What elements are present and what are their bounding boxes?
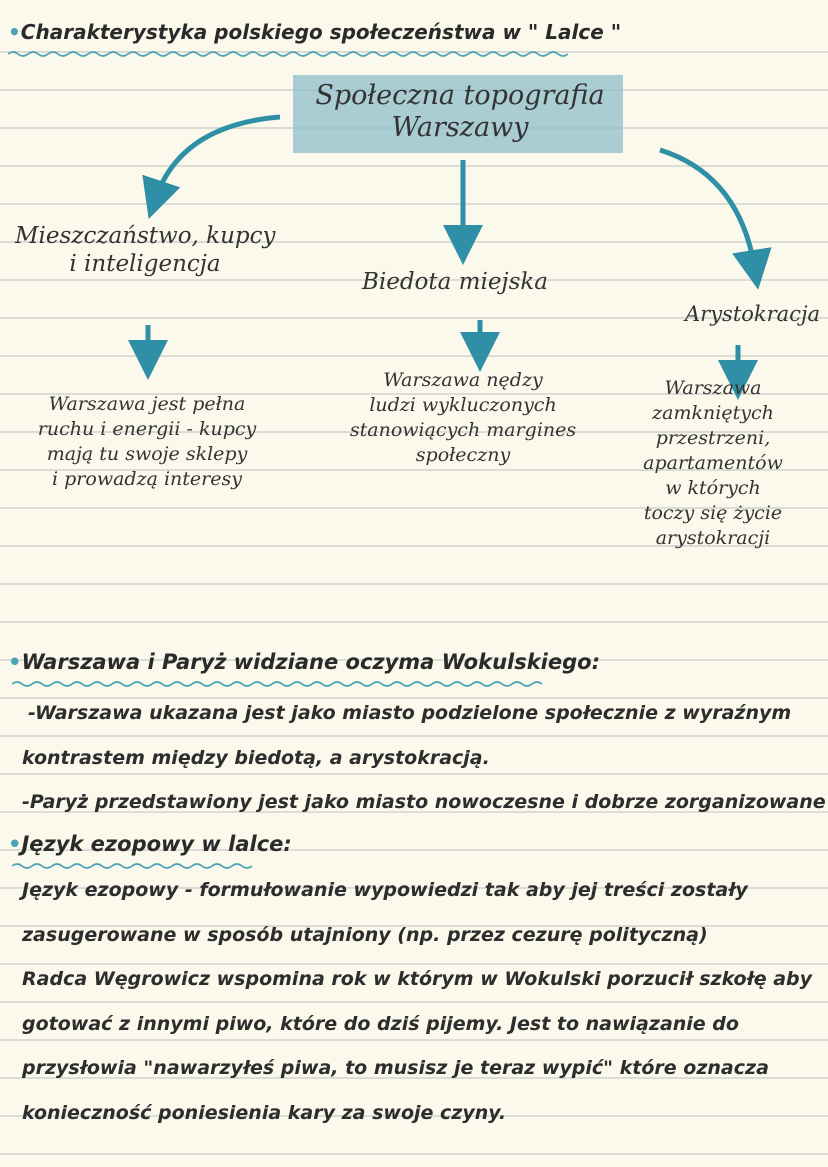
center-line-1: Społeczna topografia bbox=[315, 80, 605, 111]
section2-line: kontrastem między biedotą, a arystokracją. bbox=[22, 747, 490, 769]
section3-line: Radca Węgrowicz wspomina rok w którym w Wokulski porzucił szkołę aby bbox=[22, 968, 813, 990]
page-title-text: Charakterystyka polskiego społeczeństwa w " Lalce " bbox=[20, 20, 622, 44]
section3-line: przysłowia "nawarzyłeś piwa, to musisz je teraz wypić" które oznacza bbox=[22, 1057, 769, 1079]
bullet-dot-icon: • bbox=[8, 832, 22, 856]
section3-heading-text: Język ezopowy w lalce: bbox=[21, 832, 292, 856]
section3-line: zasugerowane w sposób utajniony (np. przez cezurę polityczną) bbox=[22, 924, 708, 946]
section2-underline bbox=[12, 680, 547, 688]
section2-line: -Paryż przedstawiony jest jako miasto nowoczesne i dobrze zorganizowane bbox=[22, 791, 826, 813]
branch-text-right: Warszawa zamkniętych przestrzeni, apartamentów w których toczy się życie arystokracji bbox=[643, 377, 783, 549]
branch-label-left: Mieszczaństwo, kupcy i inteligencja bbox=[15, 223, 276, 277]
branch-text-left: Warszawa jest pełna ruchu i energii - kupcy mają tu swoje sklepy i prowadzą interesy bbox=[37, 393, 257, 490]
branch-label-right: Arystokracja bbox=[684, 302, 820, 326]
section2-heading-text: Warszawa i Paryż widziane oczyma Wokulskiego: bbox=[21, 650, 600, 674]
branch-label-center: Biedota miejska bbox=[361, 269, 549, 295]
section3-underline bbox=[12, 862, 260, 870]
arrow-right bbox=[660, 150, 755, 270]
section3-line: Język ezopowy - formułowanie wypowiedzi tak aby jej treści zostały bbox=[22, 879, 748, 901]
bullet-dot-icon: • bbox=[8, 20, 21, 44]
section3-line: gotować z innymi piwo, które do dziś pijemy. Jest to nawiązanie do bbox=[22, 1013, 739, 1035]
center-line-2: Warszawy bbox=[391, 112, 529, 143]
section2-line: -Warszawa ukazana jest jako miasto podzielone społecznie z wyraźnym bbox=[28, 702, 792, 724]
bullet-dot-icon: • bbox=[8, 650, 22, 674]
branch-text-center: Warszawa nędzy ludzi wykluczonych stanowiących margines społeczny bbox=[349, 369, 577, 466]
section3-heading bbox=[8, 832, 292, 856]
arrow-left bbox=[155, 117, 280, 200]
section3-line: konieczność poniesienia kary za swoje czyny. bbox=[22, 1102, 507, 1124]
section2-heading bbox=[8, 650, 600, 674]
